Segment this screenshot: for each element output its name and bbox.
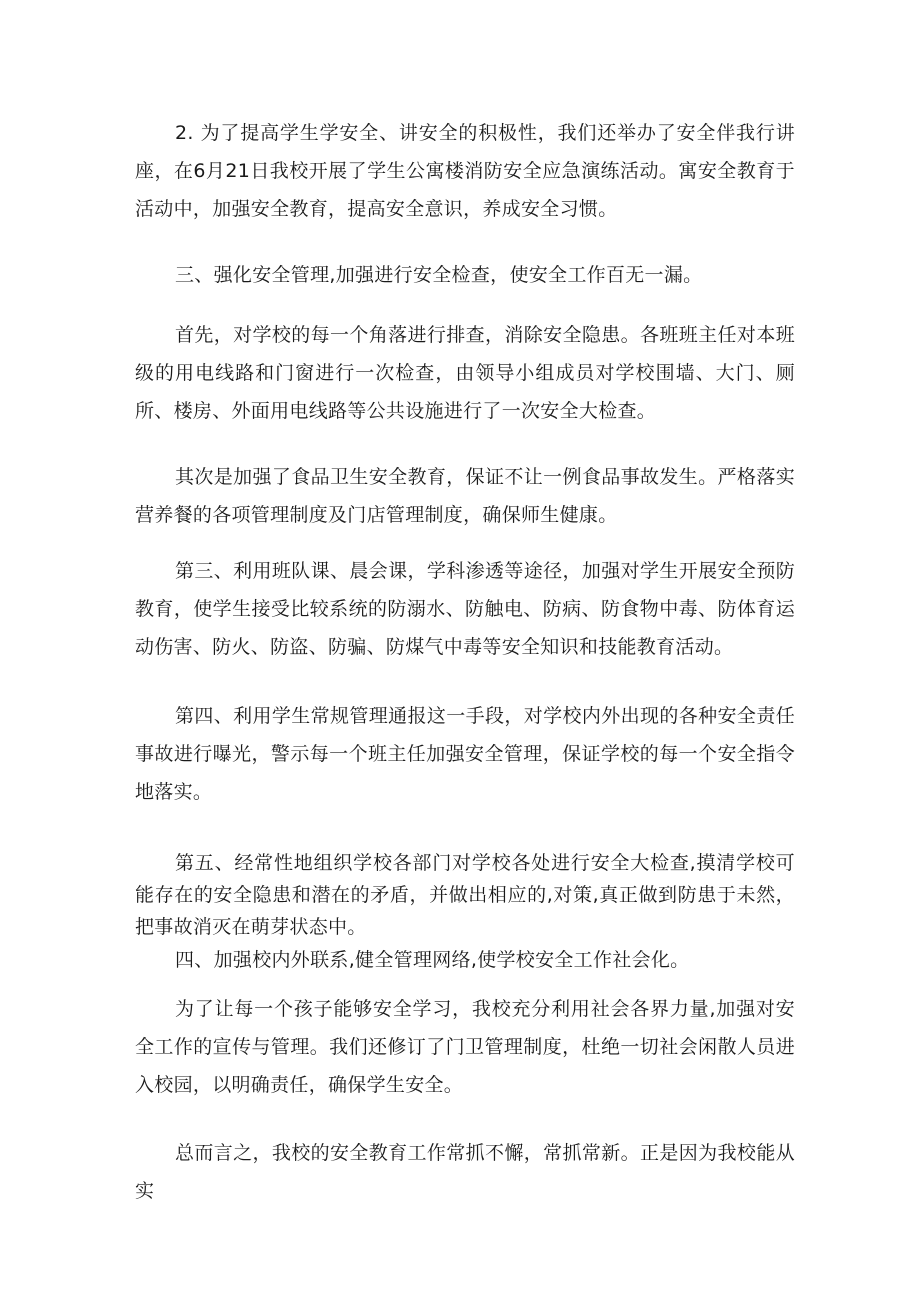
paragraph-summary: 总而言之，我校的安全教育工作常抓不懈，常抓常新。正是因为我校能从实: [135, 1142, 795, 1202]
paragraph-regular-inspection: 第五、经常性地组织学校各部门对学校各处进行安全大检查,摸清学校可能存在的安全隐患和潜在的矛盾，并做出相应的,对策,真正做到防患于未然，把事故消灭在萌芽状态中。: [135, 852, 795, 938]
paragraph-safety-lecture: 2. 为了提高学生学安全、讲安全的积极性，我们还举办了安全伴我行讲座，在6月21日我校开展了学生公寓楼消防安全应急演练活动。寓安全教育于活动中，加强安全教育，提高安全意识，养成安全习惯。: [135, 122, 795, 220]
heading-section-four: 四、加强校内外联系,健全管理网络,使学校安全工作社会化。: [175, 949, 690, 971]
paragraph-community-support: 为了让每一个孩子能够安全学习，我校充分利用社会各界力量,加强对安全工作的宣传与管理。我们还修订了门卫管理制度，杜绝一切社会闲散人员进入校园，以明确责任，确保学生安全。: [135, 998, 795, 1096]
paragraph-food-safety: 其次是加强了食品卫生安全教育，保证不让一例食品事故发生。严格落实营养餐的各项管理制度及门店管理制度，确保师生健康。: [135, 466, 795, 526]
paragraph-inspection: 首先，对学校的每一个角落进行排查，消除安全隐患。各班班主任对本班级的用电线路和门窗进行一次检查，由领导小组成员对学校围墙、大门、厕所、楼房、外面用电线路等公共设施进行了一次安全大检查。: [135, 324, 795, 422]
paragraph-prevention-education: 第三、利用班队课、晨会课，学科渗透等途径，加强对学生开展安全预防教育，使学生接受比较系统的防溺水、防触电、防病、防食物中毒、防体育运动伤害、防火、防盗、防骗、防煤气中毒等安全知识和技能教育活动。: [135, 560, 795, 658]
paragraph-accident-notice: 第四、利用学生常规管理通报这一手段，对学校内外出现的各种安全责任事故进行曝光，警示每一个班主任加强安全管理，保证学校的每一个安全指令地落实。: [135, 705, 795, 803]
heading-section-three: 三、强化安全管理,加强进行安全检查，使安全工作百无一漏。: [175, 264, 703, 286]
